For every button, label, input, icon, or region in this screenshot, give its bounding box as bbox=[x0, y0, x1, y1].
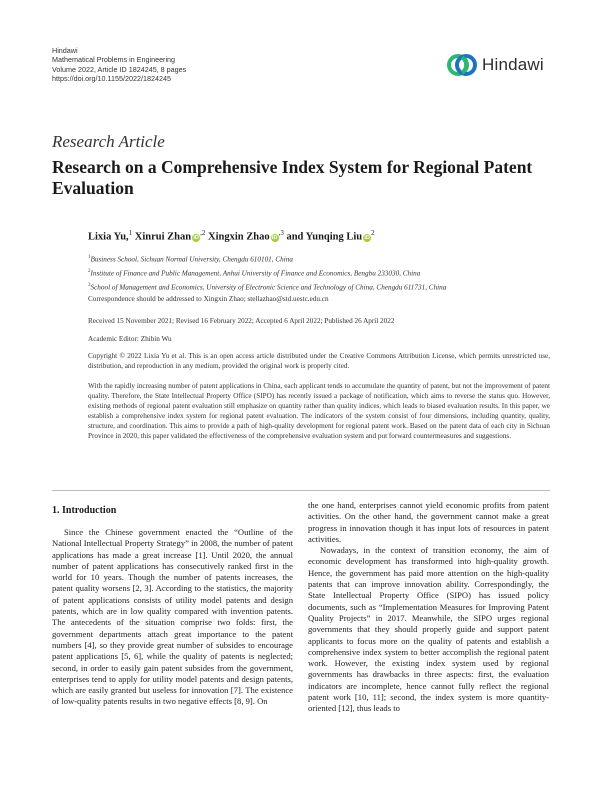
author-name: Lixia Yu, bbox=[88, 231, 129, 243]
author-name: and Yunqing Liu bbox=[286, 231, 363, 243]
article-type: Research Article bbox=[52, 132, 165, 151]
body-paragraph: Since the Chinese government enacted the “Outline of the National Intellectual Property Strategy” in 2008, the number of patent applications has made a great increase [1]. Until 2020, the annual number of patent applications has consecutively ranked first in the world for 10 years. Though the number of patents increases, the patent quality worsens [2, 3]. According to the statistics, the majority of patent applications consists of utility model patents and design patents, which are in low quality compared with invention patents. The antecedents of the situation comprise two folds: first, the government departments attach great importance to the patent numbers [4], so they provide great number of subsides to encourage patent applications [5, 6], while the quality of patents is neglected; second, in order to easily gain patent subsides from the government, enterprises tend to apply for utility model patents and design patents, which are easily granted but useless for innovation [7]. The existence of low-quality patents results in two negative effects [8, 9]. On bbox=[52, 527, 293, 707]
author-name: Xinrui Zhan bbox=[134, 231, 192, 243]
body-column-left bbox=[52, 527, 293, 708]
publication-dates: Received 15 November 2021; Revised 16 February 2022; Accepted 6 April 2022; Published 26 April 2022 bbox=[88, 317, 395, 325]
author-list bbox=[88, 229, 375, 243]
affiliations bbox=[88, 252, 446, 294]
hindawi-logo-icon bbox=[446, 49, 478, 81]
author-affil-sup: ,2 bbox=[200, 229, 206, 237]
orcid-icon[interactable]: iD bbox=[271, 234, 278, 241]
journal-volume: Volume 2022, Article ID 1824245, 8 pages bbox=[52, 64, 187, 74]
body-paragraph: Nowadays, in the context of transition economy, the aim of economic development has transformed into high-quality growth. Hence, the government has paid more attention on the high-quality patents that can improve innovation ability. Correspondingly, the State Intellectual Property Office (SIPO) has issued policy documents, such as “Implementation Measures for Improving Patent Quality Projects” in 2017. Meanwhile, the SIPO urges regional governments that they should properly guide and support patent applicants to focus more on the quality of patents and establish a comprehensive index system to better accomplish the regional patent work. However, the existing index system used by regional governments has drawbacks in three aspects: first, the evaluation indicators are incomplete, hence cannot fully reflect the regional patent work [10, 11]; second, the index system is more quantity-oriented [12], thus leads to bbox=[308, 545, 549, 714]
affiliation: $^3$School of Management and Economics, University of Electronic Science and Technology of China, Chengdu 611731, China bbox=[88, 282, 447, 292]
paper-title: Research on a Comprehensive Index System for Regional Patent Evaluation bbox=[52, 157, 533, 198]
journal-info bbox=[52, 46, 186, 83]
author-affil-sup: 2 bbox=[371, 229, 375, 237]
abstract: With the rapidly increasing number of patent applications in China, each applicant tends to accumulate the quantity of patent, but not the improvement of patent quality. Therefore, the State Intellectual Property Office (SIPO) has recently issued a package of notification, which aims to reverse the status quo. However, existing methods of regional patent evaluation still emphasize on quantity rather than quality indices, which leads to biased evaluation results. In this paper, we establish a comprehensive index system for regional patent evaluation. The indicators of the system consist of four dimensions, including quantity, quality, structure, and coordination. This aims to provide a path of high-quality development for regional patent work. Based on the patent data of each city in Sichuan Province in 2020, this paper validated the effectiveness of the comprehensive evaluation system and put forward countermeasures and suggestions. bbox=[88, 382, 550, 440]
correspondence: Correspondence should be addressed to Xingxin Zhao; stellazhao@std.uestc.edu.cn bbox=[88, 295, 329, 303]
orcid-icon[interactable]: iD bbox=[193, 234, 199, 241]
body-column-right bbox=[308, 500, 549, 715]
hindawi-logo bbox=[446, 48, 556, 82]
author-name: Xingxin Zhao bbox=[208, 231, 270, 243]
orcid-icon[interactable]: iD bbox=[364, 234, 370, 241]
hindawi-logo-text: Hindawi bbox=[482, 55, 544, 74]
body-paragraph: the one hand, enterprises cannot yield economic profits from patent activities. On the other hand, the government cannot make a great progress in innovation though it has input lots of resources in patent activities. bbox=[308, 500, 549, 544]
journal-doi[interactable]: https://doi.org/10.1155/2022/1824245 bbox=[52, 73, 171, 83]
journal-publisher: Hindawi bbox=[52, 46, 78, 55]
section-divider bbox=[52, 490, 550, 491]
academic-editor: Academic Editor: Zhibin Wu bbox=[88, 335, 172, 343]
author-affil-sup: ,3 bbox=[278, 229, 284, 237]
author-affil-sup: 1 bbox=[128, 229, 133, 237]
affiliation: $^1$Business School, Sichuan Normal University, Chengdu 610101, China bbox=[88, 255, 293, 264]
copyright-notice: Copyright © 2022 Lixia Yu et al. This is an open access article distributed under the Creative Commons Attribution License, which permits unrestricted use, distribution, and reproduction in any medium, provided the original work is properly cited. bbox=[88, 352, 550, 370]
affiliation: $^2$Institute of Finance and Public Management, Anhui University of Finance and Economics, Bengbu 233030, China bbox=[88, 268, 421, 278]
journal-name: Mathematical Problems in Engineering bbox=[52, 55, 176, 65]
section-heading: 1. Introduction bbox=[52, 505, 117, 516]
